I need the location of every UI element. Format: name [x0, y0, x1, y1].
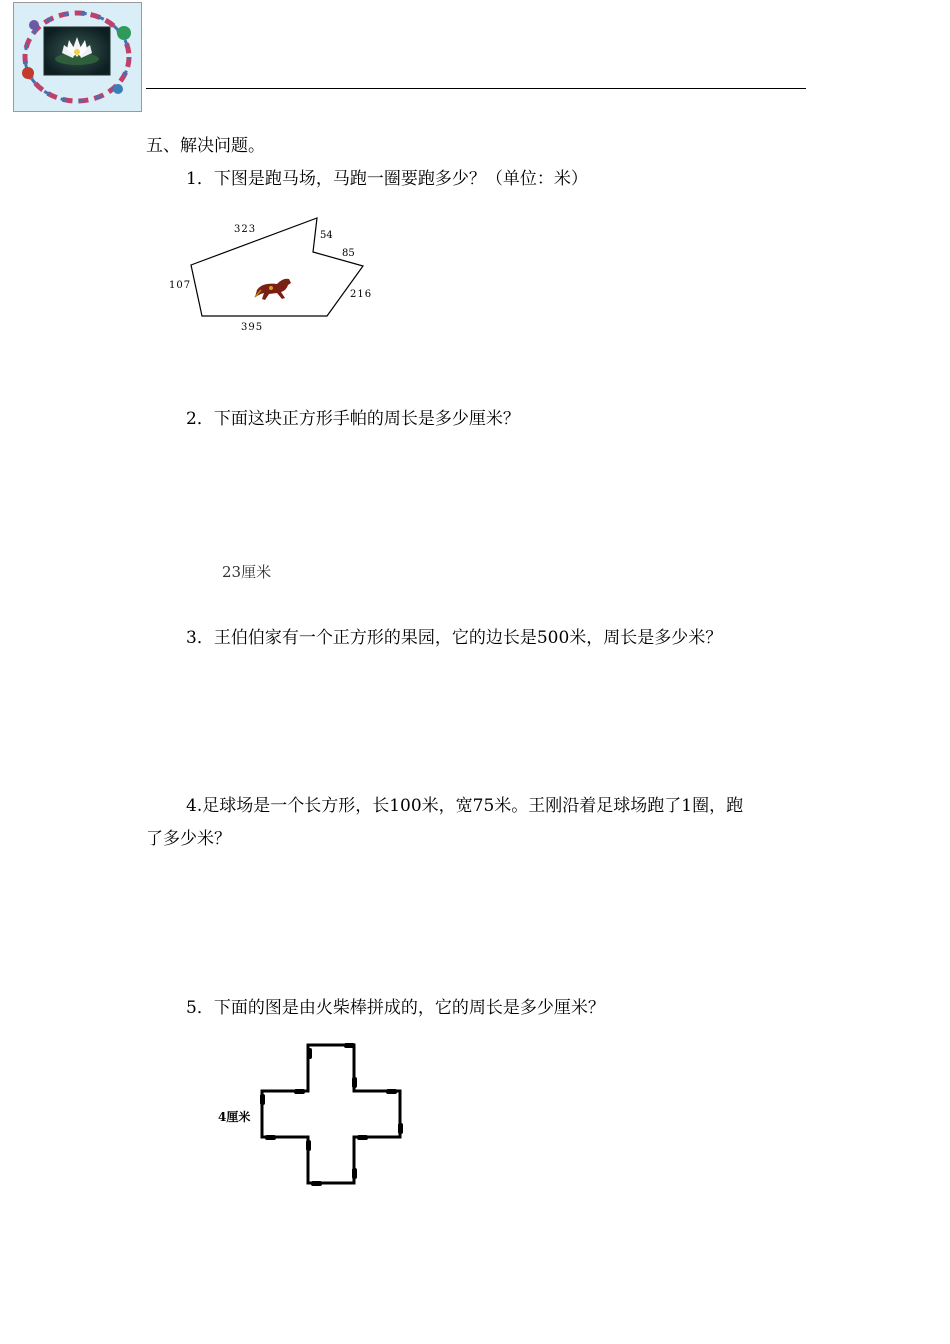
handkerchief-side-label: 23厘米: [222, 563, 272, 581]
question-2: 2．下面这块正方形手帕的周长是多少厘米？: [186, 409, 520, 429]
matchstick-length-label: 4厘米: [218, 1110, 251, 1124]
side-label-left: 107: [169, 280, 192, 291]
water-lily-logo: [13, 2, 142, 112]
side-label-upper-right: 54: [320, 230, 333, 241]
side-label-bottom: 395: [241, 322, 264, 333]
side-label-lower-right: 216: [350, 289, 373, 300]
horse-icon: [255, 279, 291, 300]
question-1: 1．下图是跑马场，马跑一圈要跑多少？（单位：米）: [186, 169, 588, 189]
section-title: 五、解决问题。: [146, 136, 265, 156]
race-track-outline: [191, 218, 363, 316]
question-5: 5．下面的图是由火柴棒拼成的，它的周长是多少厘米？: [186, 998, 605, 1018]
question-4-line-1: 4.足球场是一个长方形，长100米，宽75米。王刚沿着足球场跑了1圈，跑: [186, 796, 744, 816]
question-4-line-2: 了多少米？: [146, 829, 231, 849]
side-label-inner-right: 85: [342, 248, 355, 259]
question-3: 3．王伯伯家有一个正方形的果园，它的边长是500米，周长是多少米？: [186, 628, 723, 648]
race-track-figure: [160, 210, 380, 340]
header-rule: [146, 88, 806, 89]
side-label-top: 323: [234, 224, 257, 235]
matchstick-cross-figure: [210, 1040, 410, 1190]
cross-outline: [262, 1045, 400, 1183]
